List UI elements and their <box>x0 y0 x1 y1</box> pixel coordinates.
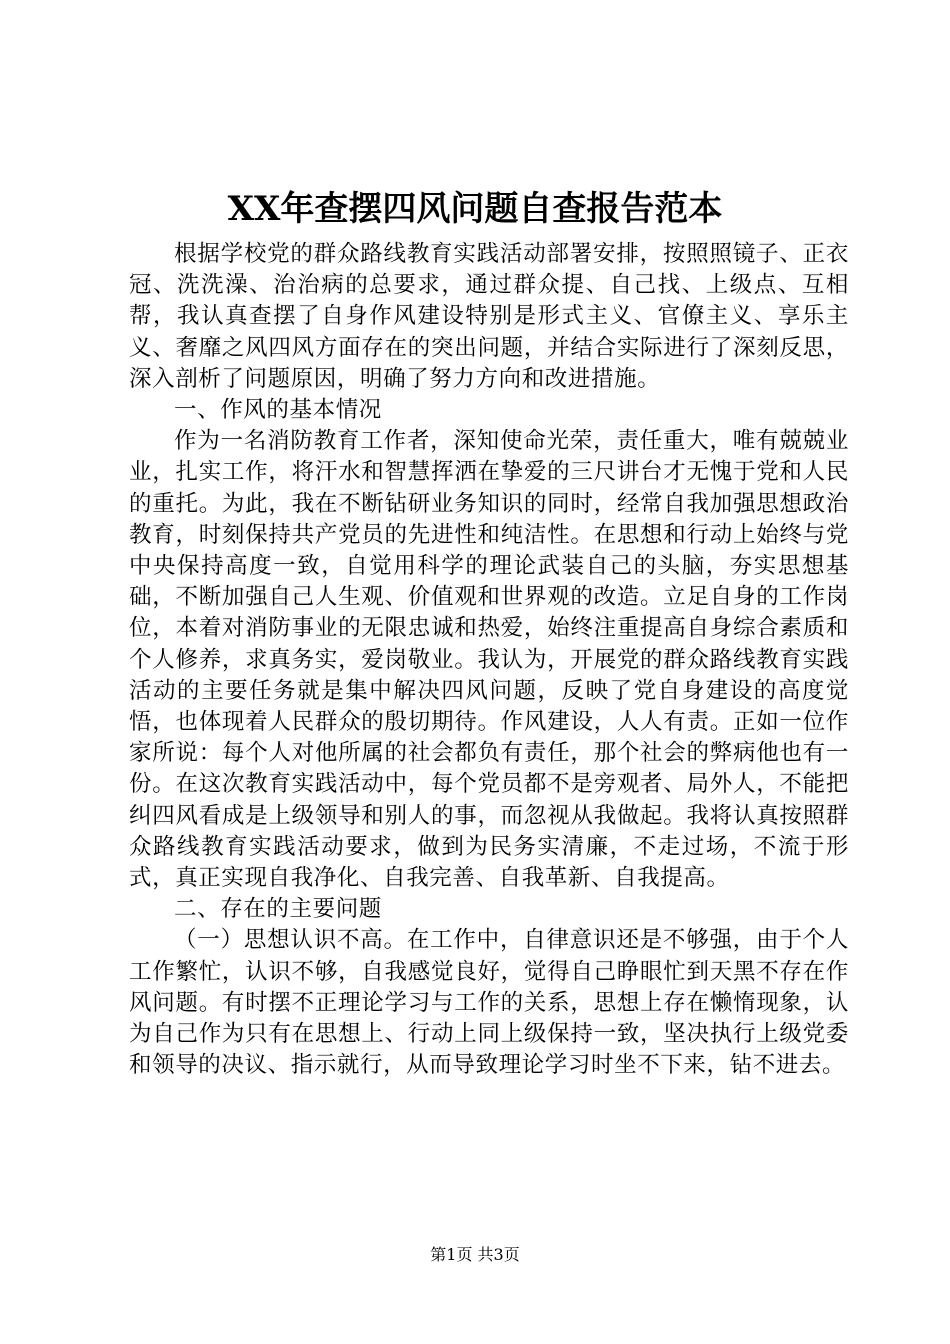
section-heading-1: 一、作风的基本情况 <box>174 397 382 424</box>
paragraph-intro: 根据学校党的群众路线教育实践活动部署安排，按照照镜子、正衣冠、洗洗澡、治治病的总要求，通过群众提、自己找、上级点、互相帮，我认真查摆了自身作风建设特别是形式主义、官僚主义、享乐主义、奢靡之风四风方面存在的突出问题，并结合实际进行了深刻反思，深入剖析了问题原因，明确了努力方向和改进措施。 <box>129 241 849 392</box>
document-title: XX年查摆四风问题自查报告范本 <box>227 189 723 229</box>
paragraph-problem-1: （一）思想认识不高。在工作中，自律意识还是不够强，由于个人工作繁忙，认识不够，自我感觉良好，觉得自己睁眼忙到天黑不存在作风问题。有时摆不正理论学习与工作的关系，思想上存在懒惰现象，认为自己作为只有在思想上、行动上同上级保持一致，坚决执行上级党委和领导的决议、指示就行，从而导致理论学习时坐不下来，钻不进去。 <box>129 927 849 1079</box>
document-body <box>129 239 849 1081</box>
section-heading-2: 二、存在的主要问题 <box>174 896 382 923</box>
page-footer: 第1页 共3页 <box>430 1245 520 1264</box>
paragraph-basic-situation: 作为一名消防教育工作者，深知使命光荣，责任重大，唯有兢兢业业，扎实工作，将汗水和智慧挥洒在挚爱的三尺讲台才无愧于党和人民的重托。为此，我在不断钻研业务知识的同时，经常自我加强思想政治教育，时刻保持共产党员的先进性和纯洁性。在思想和行动上始终与党中央保持高度一致，自觉用科学的理论武装自己的头脑，夯实思想基础，不断加强自己人生观、价值观和世界观的改造。立足自身的工作岗位，本着对消防事业的无限忠诚和热爱，始终注重提高自身综合素质和个人修养，求真务实，爱岗敬业。我认为，开展党的群众路线教育实践活动的主要任务就是集中解决四风问题，反映了党自身建设的高度觉悟，也体现着人民群众的殷切期待。作风建设，人人有责。正如一位作家所说：每个人对他所属的社会都负有责任，那个社会的弊病他也有一份。在这次教育实践活动中，每个党员都不是旁观者、局外人，不能把纠四风看成是上级领导和别人的事，而忽视从我做起。我将认真按照群众路线教育实践活动要求，做到为民务实清廉，不走过场，不流于形式，真正实现自我净化、自我完善、自我革新、自我提高。 <box>129 428 849 892</box>
